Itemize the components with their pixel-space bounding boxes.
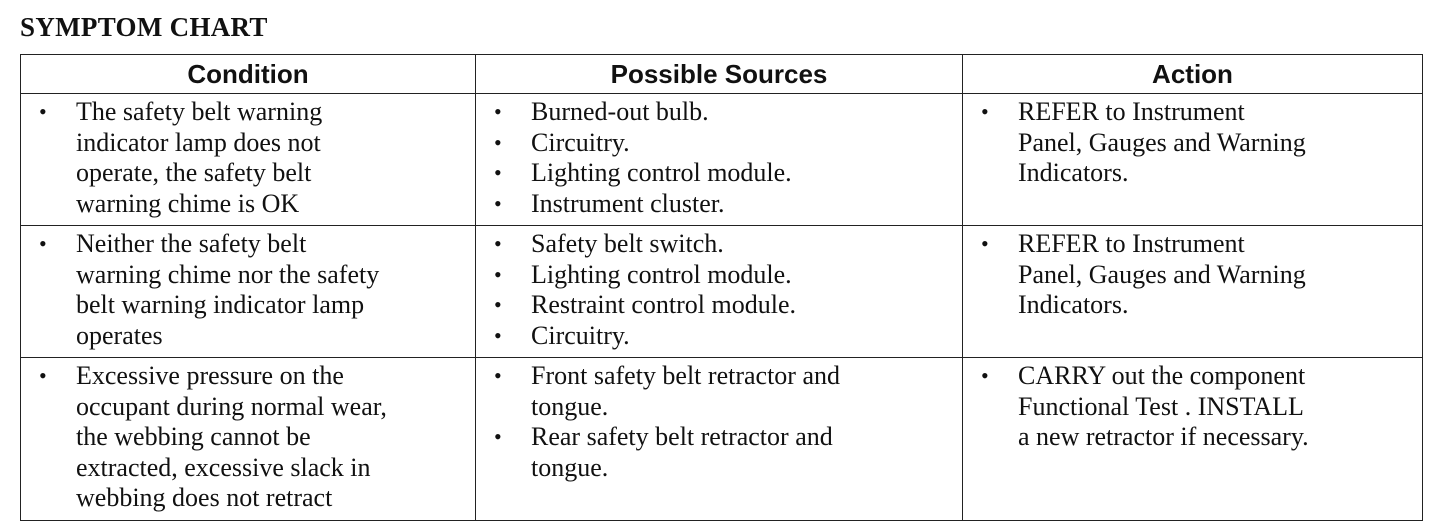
action-item — [971, 229, 1414, 321]
condition-line: occupant during normal wear, — [76, 391, 387, 421]
bullet-icon: • — [981, 99, 989, 124]
action-line: REFER to Instrument — [1018, 97, 1245, 126]
condition-item — [29, 361, 467, 514]
action-cell — [963, 94, 1423, 226]
action-item — [971, 361, 1414, 453]
condition-line: webbing does not retract — [76, 483, 333, 512]
source-text: Restraint control module. — [531, 290, 797, 319]
bullet-icon: • — [39, 363, 47, 388]
table-row — [21, 226, 1423, 358]
source-text: Instrument cluster. — [531, 188, 725, 218]
action-item — [971, 97, 1414, 189]
bullet-icon: • — [494, 99, 502, 124]
sources-cell — [476, 226, 963, 358]
bullet-icon: • — [494, 424, 502, 449]
bullet-icon: • — [494, 160, 502, 185]
condition-cell — [21, 226, 476, 358]
action-line: Panel, Gauges and Warning — [1018, 127, 1306, 157]
source-item — [484, 189, 954, 220]
condition-line: belt warning indicator lamp — [76, 290, 365, 319]
sources-cell — [476, 94, 963, 226]
bullet-icon: • — [981, 363, 989, 388]
source-line: Front safety belt retractor and — [531, 361, 840, 390]
source-text: Lighting control module. — [531, 259, 792, 289]
bullet-icon: • — [494, 190, 502, 216]
action-line: Indicators. — [1018, 158, 1129, 187]
header-condition: Condition — [21, 55, 476, 94]
condition-line: operate, the safety belt — [76, 158, 312, 187]
bullet-icon: • — [39, 99, 47, 124]
bullet-icon: • — [39, 231, 47, 256]
source-item — [484, 158, 954, 189]
condition-line: warning chime is OK — [76, 188, 300, 218]
action-cell — [963, 358, 1423, 521]
action-line: Functional Test . INSTALL — [1018, 391, 1304, 421]
action-line: Indicators. — [1018, 290, 1129, 319]
source-item — [484, 321, 954, 352]
source-item — [484, 260, 954, 291]
source-item — [484, 97, 954, 128]
table-row — [21, 94, 1423, 226]
action-line: a new retractor if necessary. — [1018, 422, 1309, 451]
bullet-icon: • — [494, 363, 502, 388]
header-row — [21, 55, 1423, 94]
bullet-icon: • — [981, 231, 989, 256]
source-text: Burned-out bulb. — [531, 97, 709, 126]
header-action: Action — [963, 55, 1423, 94]
condition-line: warning chime nor the safety — [76, 259, 380, 289]
source-item — [484, 229, 954, 260]
chart-title: SYMPTOM CHART — [20, 12, 268, 42]
source-item — [484, 290, 954, 321]
condition-line: the webbing cannot be — [76, 422, 311, 451]
condition-line: indicator lamp does not — [76, 127, 321, 157]
source-line: tongue. — [531, 452, 609, 482]
source-text: Circuitry. — [531, 320, 630, 350]
action-line: REFER to Instrument — [1018, 229, 1245, 258]
source-line: Rear safety belt retractor and — [531, 422, 833, 451]
condition-line: The safety belt warning — [76, 97, 323, 126]
symptom-chart-table — [20, 54, 1423, 521]
source-item — [484, 422, 954, 483]
source-text: Circuitry. — [531, 127, 630, 157]
source-text: Lighting control module. — [531, 158, 792, 187]
source-text: Safety belt switch. — [531, 229, 724, 258]
bullet-icon: • — [494, 322, 502, 348]
action-line: CARRY out the component — [1018, 361, 1306, 390]
source-item — [484, 361, 954, 422]
condition-cell — [21, 94, 476, 226]
condition-line: Neither the safety belt — [76, 229, 307, 258]
source-line: tongue. — [531, 391, 609, 421]
header-possible-sources: Possible Sources — [476, 55, 963, 94]
action-cell — [963, 226, 1423, 358]
sources-cell — [476, 358, 963, 521]
condition-item — [29, 97, 467, 219]
condition-cell — [21, 358, 476, 521]
bullet-icon: • — [494, 129, 502, 155]
condition-line: Excessive pressure on the — [76, 361, 344, 390]
source-item — [484, 128, 954, 159]
action-line: Panel, Gauges and Warning — [1018, 259, 1306, 289]
condition-line: operates — [76, 320, 163, 350]
bullet-icon: • — [494, 261, 502, 287]
bullet-icon: • — [494, 231, 502, 256]
bullet-icon: • — [494, 292, 502, 317]
table-row — [21, 358, 1423, 521]
condition-item — [29, 229, 467, 351]
condition-line: extracted, excessive slack in — [76, 452, 371, 482]
